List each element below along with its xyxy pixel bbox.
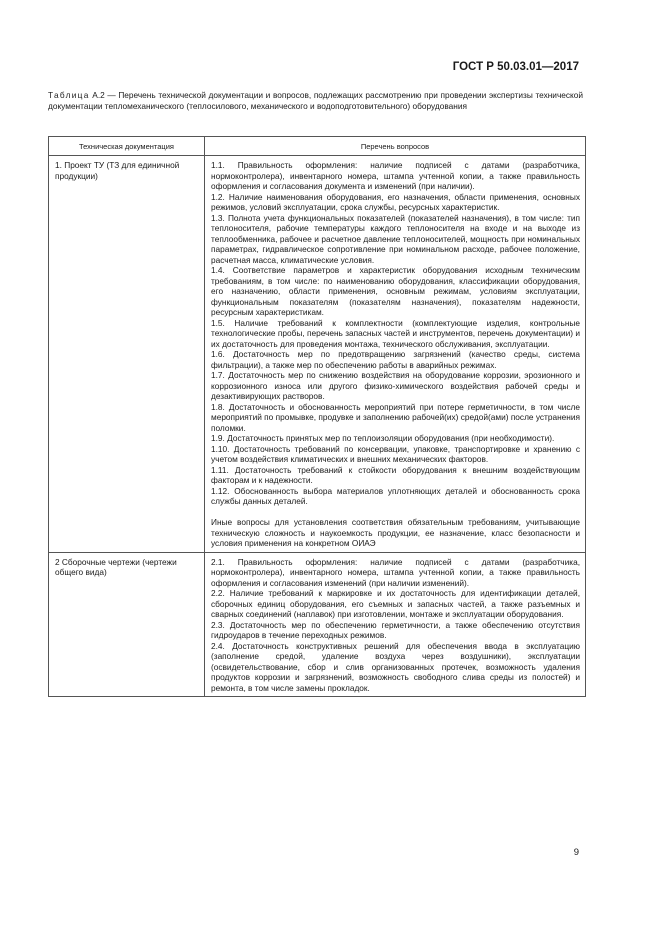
question-item: 1.12. Обоснованность выбора материалов уплотняющих деталей и обоснованность срока службы данных деталей. [211, 485, 580, 506]
table-row [49, 552, 586, 697]
question-item: 1.9. Достаточность принятых мер по теплоизоляции оборудования (при необходимости). [211, 433, 555, 443]
question-item: 1.1. Правильность оформления: наличие подписей с датами (разработчика, нормоконтролера), инвентарного номера, штампа учтенной копии, а также правильность оформления и согласования документа и изменений (при наличии). [211, 160, 580, 191]
question-item: 1.6. Достаточность мер по предотвращению загрязнений (качество среды, система фильтрации), а также мер по обеспечению работы в аварийных режимах. [211, 349, 580, 370]
question-item: 1.7. Достаточность мер по снижению воздействия на оборудование коррозии, эрозионного и коррозионного износа или другого физико-химического воздействия рабочей среды и дезактивирующих растворов. [211, 370, 580, 401]
page-number: 9 [573, 847, 579, 858]
question-item: 1.5. Наличие требований к комплектности (комплектующие изделия, контрольные технологические пробы, перечень запасных частей и инструментов, перечень документации) и их достаточность для проведения монтажа, технического обслуживания, эксплуатации. [211, 317, 580, 349]
documentation-table [48, 136, 586, 697]
row-1-questions [205, 156, 586, 553]
header-documentation: Техническая документация [49, 137, 205, 156]
question-item: 1.2. Наличие наименования оборудования, его назначения, области применения, основных режимов, условий эксплуатации, срока службы, ресурсных характеристик. [211, 191, 580, 212]
table-caption [48, 90, 583, 112]
question-item: 2.1. Правильность оформления: наличие подписей с датами (разработчика, нормоконтролера), инвентарного номера, штампа учтенной копии, а также правильность оформления и согласования изменений (при наличии изменений). [211, 556, 580, 588]
question-item: 1.11. Достаточность требований к стойкости оборудования к внешним воздействующим факторам и к надежности. [211, 464, 580, 485]
question-item: 1.4. Соответствие параметров и характеристик оборудования исходным техническим требованиям, в том числе: по наименованию оборудования, классификации оборудования, его назначению, области применения, основным режимам, условиям эксплуатации, функциональным показателям (показателям назначения), показателям надежности, ресурсным характеристикам. [211, 265, 580, 317]
standard-code: ГОСТ Р 50.03.01—2017 [452, 61, 579, 73]
row-2-questions [205, 552, 586, 697]
header-questions: Перечень вопросов [205, 137, 586, 156]
row-1-document: 1. Проект ТУ (ТЗ для единичной продукции) [49, 156, 205, 553]
row-2-document: 2 Сборочные чертежи (чертежи общего вида) [49, 552, 205, 697]
question-item: 1.8. Достаточность и обоснованность мероприятий при потере герметичности, в том числе мероприятий по промывке, продувке и заполнению рабочей(их) средой(ами) после устранения поломки. [211, 401, 580, 433]
question-item: 2.2. Наличие требований к маркировке и их достаточность для идентификации деталей, сборочных единиц оборудования, его съемных и запасных частей, а также разъемных и сварных соединений (наплавок) при изготовлении, монтаже и эксплуатации оборудования. [211, 588, 580, 619]
caption-label: Таблица [48, 90, 90, 100]
question-item: 1.10. Достаточность требований по консервации, упаковке, транспортировке и хранению с учетом воздействия климатических и внешних механических факторов. [211, 443, 580, 464]
question-item: 1.3. Полнота учета функциональных показателей (показателей назначения), в том числе: тип теплоносителя, рабочие температуры каждого теплоносителя на входе и на выходе из теплообменника, рабочее и расчетное давление теплоносителей, мощность при номинальных параметрах, гидравлическое сопротивление при номинальном расходе, рабочее положение, расчетная масса, климатические условия. [211, 212, 580, 265]
question-item: 2.4. Достаточность конструктивных решений для обеспечения ввода в эксплуатацию (заполнение средой, удаление воздуха через воздушники), эксплуатации (освидетельствование, сбор и слив организованных протечек, возможность удаления продуктов коррозии и загрязнений, возможность свободного слива среды из полостей) и ремонта, в том числе замены прокладок. [211, 640, 580, 693]
other-questions-note: Иные вопросы для установления соответствия обязательным требованиям, учитывающие техническую сложность и наукоемкость продукции, ее назначение, класс безопасности и условия применения на конкретном ОИАЭ [211, 517, 580, 548]
caption-text: А.2 — Перечень технической документации и вопросов, подлежащих рассмотрению при проведении экспертизы технической документации тепломеханического (теплосилового, механического и водоподготовительного) оборудования [48, 90, 583, 111]
question-item: 2.3. Достаточность мер по обеспечению герметичности, а также обеспечению отсутствия гидроударов в течение переходных режимов. [211, 619, 580, 640]
table-row [49, 156, 586, 553]
table-header-row [49, 137, 586, 156]
